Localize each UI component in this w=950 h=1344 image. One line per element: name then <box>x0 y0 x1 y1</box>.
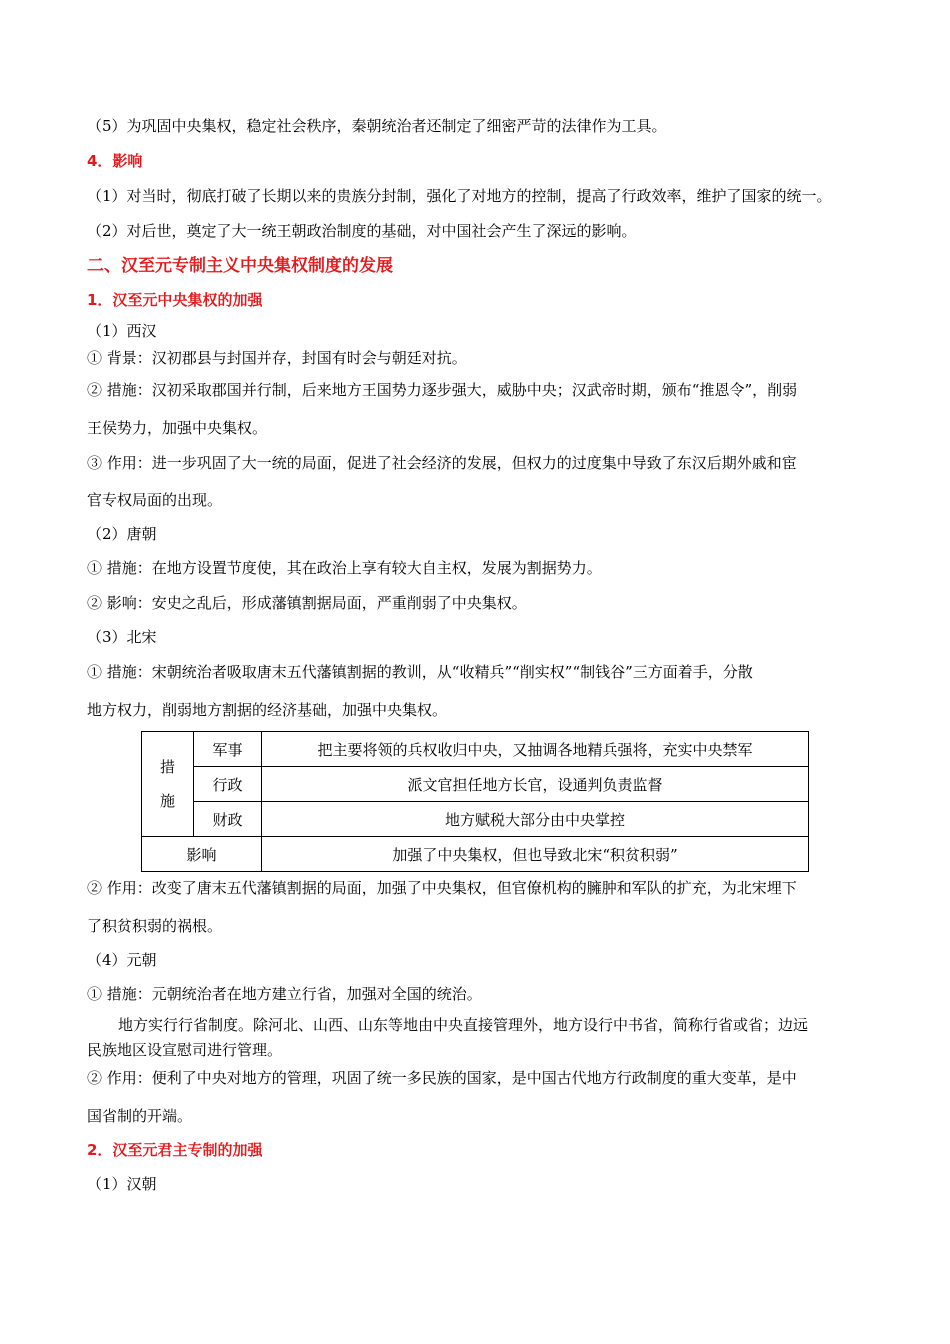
tang-measures: ① 措施：在地方设置节度使，其在政治上享有较大自主权，发展为割据势力。 <box>87 559 602 577</box>
yuan-measures: ① 措施：元朝统治者在地方建立行省，加强对全国的统治。 <box>87 985 482 1003</box>
song-measures-line1: ① 措施：宋朝统治者吸取唐末五代藩镇割据的教训，从“收精兵”“削实权”“制钱谷”三方面着手，分散 <box>87 663 753 681</box>
tang-influence: ② 影响：安史之乱后，形成藩镇割据局面，严重削弱了中央集权。 <box>87 594 527 612</box>
section-heading-2: 二、汉至元专制主义中央集权制度的发展 <box>87 256 393 276</box>
heading-influence: 4．影响 <box>87 152 143 170</box>
era-northern-song: （3）北宋 <box>87 628 157 646</box>
xihan-measures-line2: 王侯势力，加强中央集权。 <box>87 419 268 437</box>
song-measures-table <box>141 731 809 872</box>
era-tang: （2）唐朝 <box>87 525 157 543</box>
song-effect-line1: ② 作用：改变了唐末五代藩镇割据的局面，加强了中央集权，但官僚机构的臃肿和军队的扩充，为北宋埋下 <box>87 879 797 897</box>
measure-label-cell <box>142 732 194 837</box>
influence-content-cell: 加强了中央集权，但也导致北宋“积贫积弱” <box>262 837 809 872</box>
yuan-province-paragraph-line2: 民族地区设宣慰司进行管理。 <box>87 1041 283 1059</box>
content-finance: 地方赋税大部分由中央掌控 <box>262 802 809 837</box>
era-han: （1）汉朝 <box>87 1175 157 1193</box>
influence-label-cell: 影响 <box>142 837 262 872</box>
xihan-effect-line1: ③ 作用：进一步巩固了大一统的局面，促进了社会经济的发展，但权力的过度集中导致了东汉后期外戚和宦 <box>87 454 797 472</box>
era-yuan: （4）元朝 <box>87 951 157 969</box>
xihan-measures-line1: ② 措施：汉初采取郡国并行制，后来地方王国势力逐步强大，威胁中央；汉武帝时期，颁布“推恩令”，削弱 <box>87 381 798 399</box>
subheading-monarchy: 2．汉至元君主专制的加强 <box>87 1141 263 1159</box>
yuan-effect-line2: 国省制的开端。 <box>87 1107 193 1125</box>
table-row <box>142 767 809 802</box>
subheading-central-power: 1．汉至元中央集权的加强 <box>87 291 263 309</box>
category-military: 军事 <box>194 732 262 767</box>
measure-label-char-1: 措 <box>159 758 175 776</box>
measure-label-char-2: 施 <box>159 792 175 810</box>
content-administration: 派文官担任地方长官，设通判负责监督 <box>262 767 809 802</box>
xihan-background: ① 背景：汉初郡县与封国并存，封国有时会与朝廷对抗。 <box>87 349 467 367</box>
xihan-effect-line2: 官专权局面的出现。 <box>87 491 223 509</box>
category-administration: 行政 <box>194 767 262 802</box>
table-row <box>142 732 809 767</box>
paragraph-influence-then: （1）对当时，彻底打破了长期以来的贵族分封制，强化了对地方的控制，提高了行政效率，维护了国家的统一。 <box>87 187 832 205</box>
paragraph-qin-law: （5）为巩固中央集权，稳定社会秩序，秦朝统治者还制定了细密严苛的法律作为工具。 <box>87 117 667 135</box>
content-military: 把主要将领的兵权收归中央，又抽调各地精兵强将，充实中央禁军 <box>262 732 809 767</box>
song-effect-line2: 了积贫积弱的祸根。 <box>87 917 223 935</box>
table-row <box>142 802 809 837</box>
yuan-effect-line1: ② 作用：便利了中央对地方的管理，巩固了统一多民族的国家，是中国古代地方行政制度的重大变革，是中 <box>87 1069 797 1087</box>
era-western-han: （1）西汉 <box>87 322 157 340</box>
category-finance: 财政 <box>194 802 262 837</box>
table-row <box>142 837 809 872</box>
yuan-province-paragraph-line1: 地方实行行省制度。除河北、山西、山东等地由中央直接管理外，地方设行中书省，简称行省或省；边远 <box>118 1016 809 1034</box>
song-measures-line2: 地方权力，削弱地方割据的经济基础，加强中央集权。 <box>87 701 448 719</box>
paragraph-influence-later: （2）对后世，奠定了大一统王朝政治制度的基础，对中国社会产生了深远的影响。 <box>87 222 637 240</box>
